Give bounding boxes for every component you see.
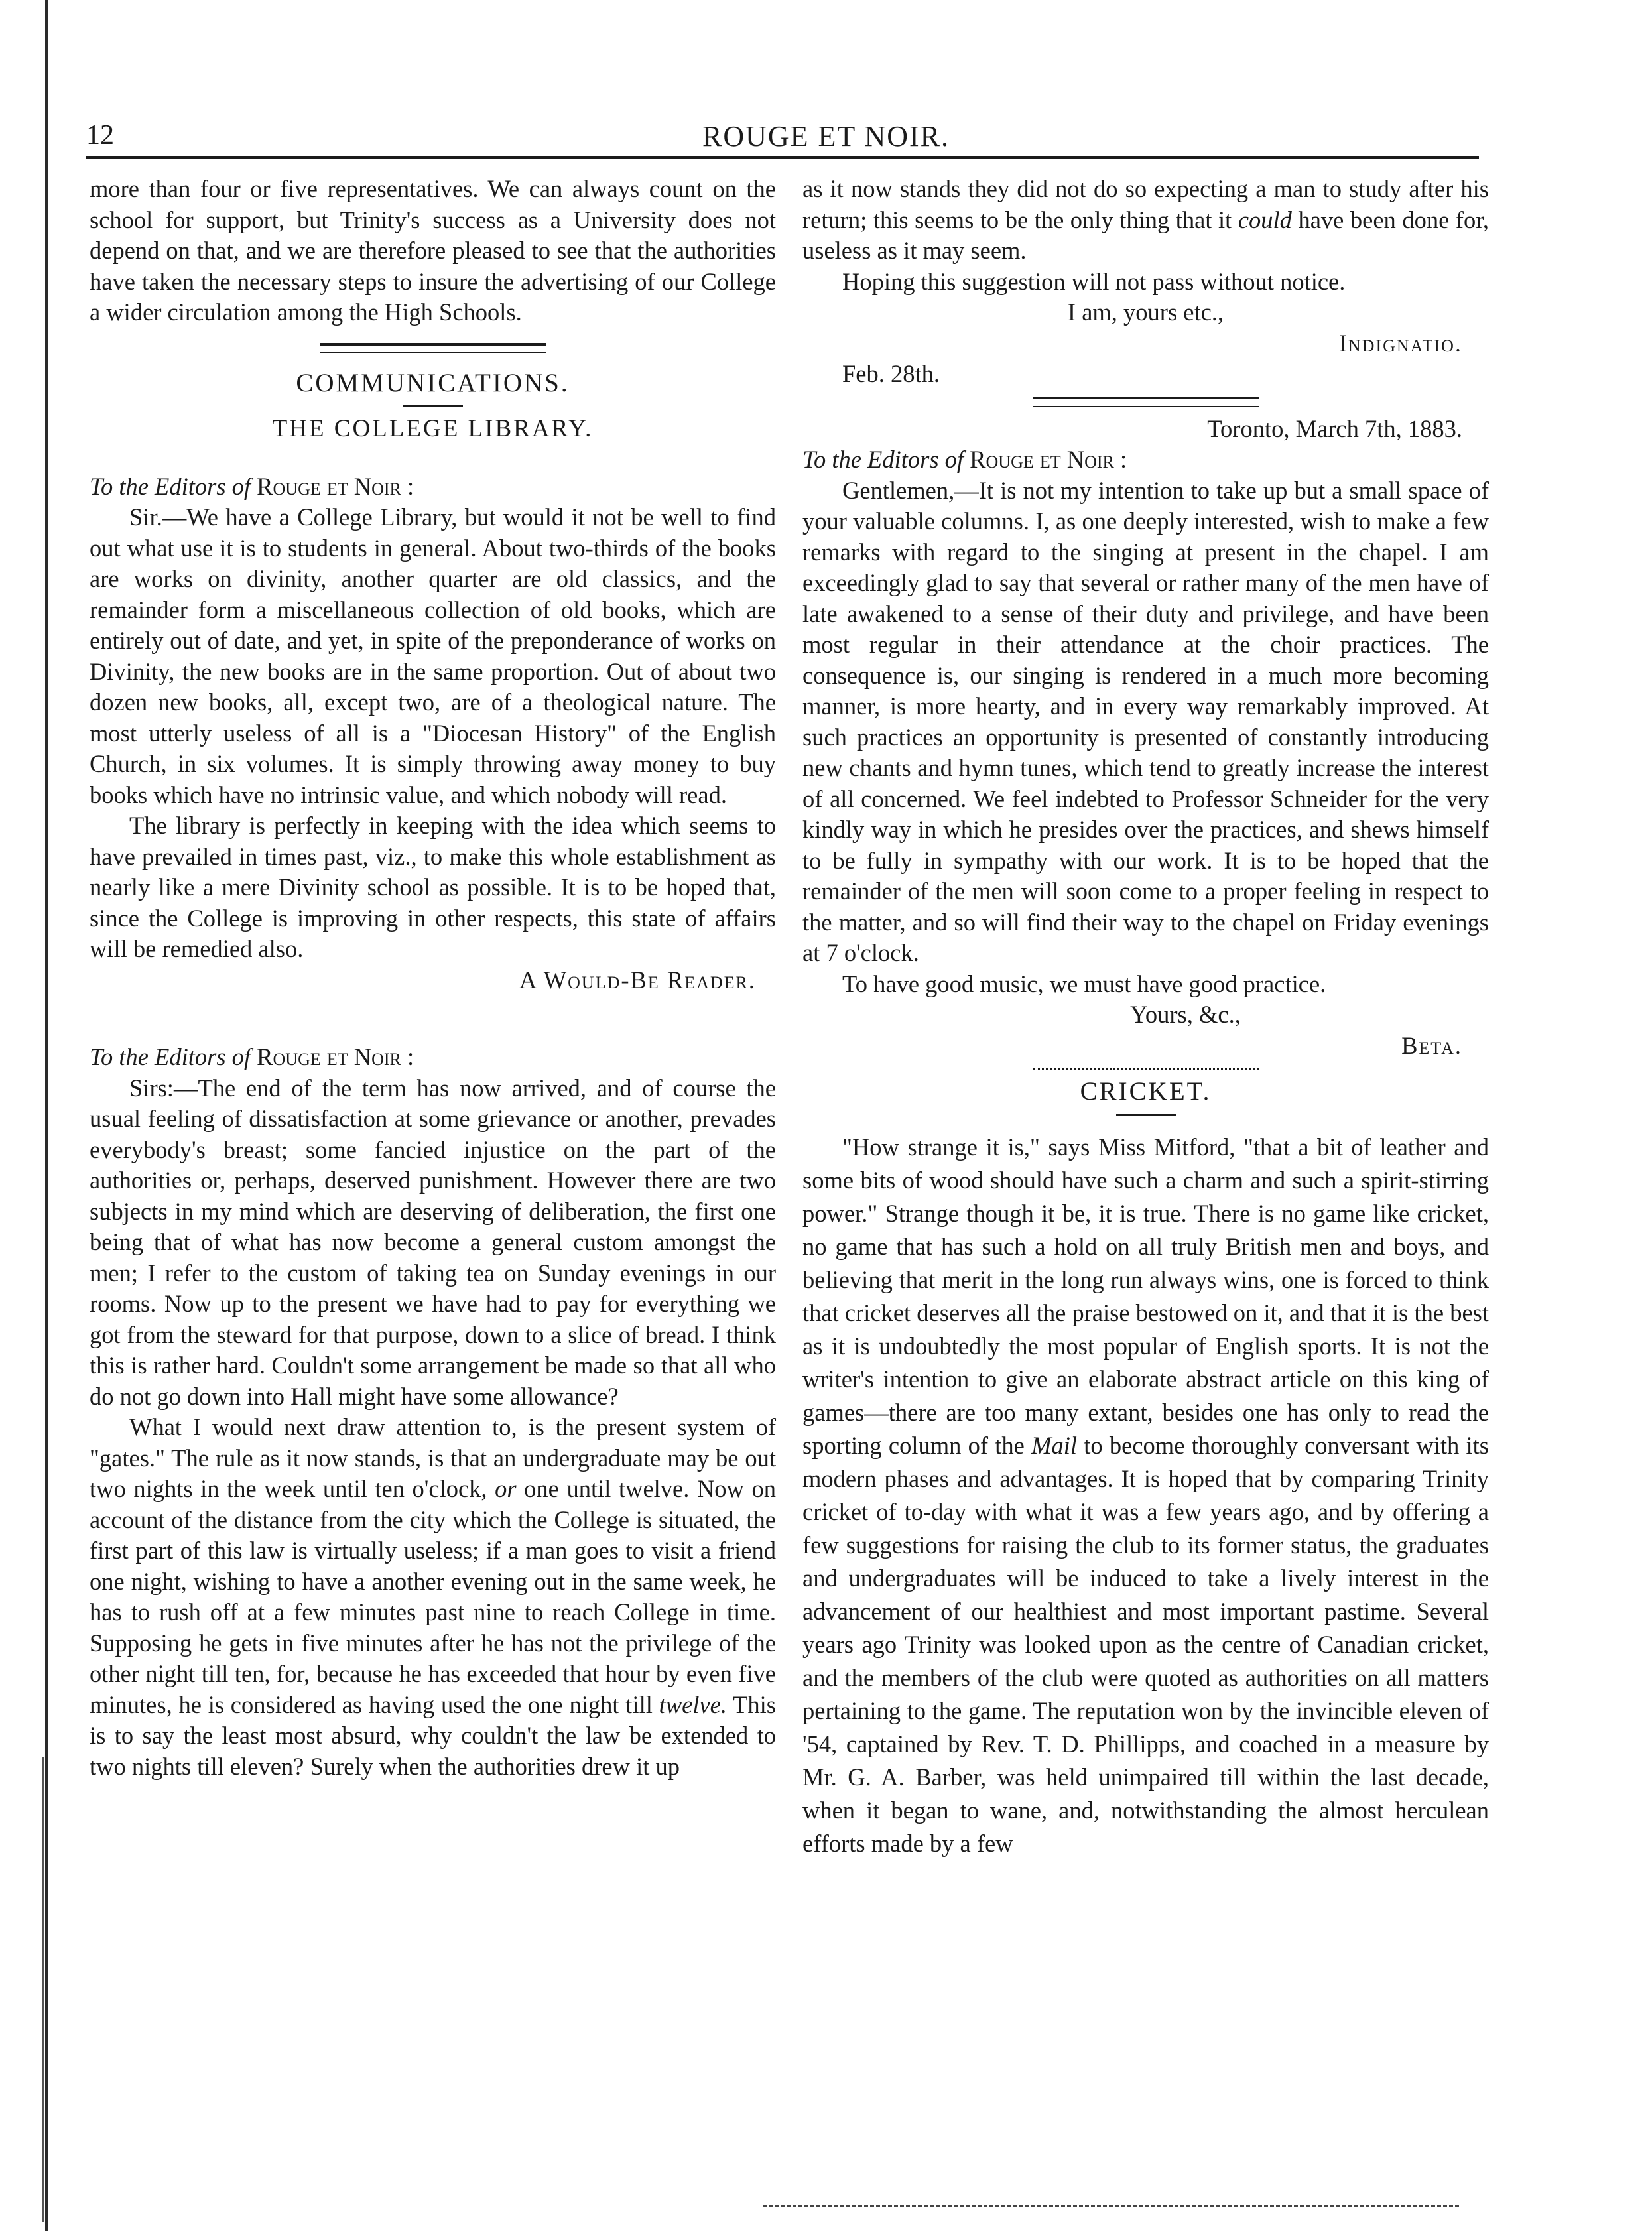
salutation-prefix: To the Editors of (90, 472, 251, 500)
letter1-paragraph: Sir.—We have a College Library, but would it not be well to find out what use it is to students in general. About two-thirds of the books are works on divinity, another quarter are old classics, and the remainder form a miscellaneous collection of old books, which are entirely out of date, and yet, in spite of the preponderance of works on Divinity, the new books are in the same proportion. Out of about two dozen new books, all, except two, are of a theological nature. The most utterly useless of all is a "Diocesan History" of the English Church, in six volumes. It is simply throwing away money to buy books which have no intrinsic value, and which nobody will read. (90, 503, 776, 808)
left-column (90, 174, 776, 1782)
letter1-signature: A Would-Be Reader. (519, 966, 756, 993)
italic-word: twelve. (659, 1690, 727, 1718)
salutation-paper: Rouge et Noir : (970, 446, 1127, 473)
footer-print-marks (763, 2205, 1459, 2207)
letter2-continued (802, 174, 1489, 267)
salutation-paper: Rouge et Noir : (257, 1043, 414, 1070)
letter2-closing: I am, yours etc., (1067, 298, 1224, 326)
page-edge-shadow (42, 1757, 44, 2222)
opening-paragraph: more than four or five representatives. We can always count on the school for support, but Trinity's success as a University does not depend on that, and we are therefore pleased to see that the authorities have taken the necessary steps to insure the advertising of our College a wider circulation among the High Schools. (90, 175, 776, 326)
text-span: "How strange it is," says Miss Mitford, "that a bit of leather and some bits of wood should have such a charm and such a spirit-stirring power." Strange though it be, it is true. There is no game like cricket, no game that has such a hold on all truly British men and boys, and believing that merit in the long run always wins, one is forced to think that cricket deserves all the praise bestowed on it, and that it is the best as it is undoubtedly the most popular of English sports. It is not the writer's intention to give an elaborate abstract article on this king of games—there are too many extant, besides one has only to read the sporting column of the (802, 1133, 1489, 1459)
cricket-paragraph (802, 1131, 1489, 1860)
letter1-paragraph: The library is perfectly in keeping with the idea which seems to have prevailed in times past, viz., to make this whole establishment as nearly like a mere Divinity school as possible. It is to be hoped that, since the College is improving in other respects, this state of affairs will be remedied also. (90, 812, 776, 962)
salutation-paper: Rouge et Noir : (257, 472, 414, 500)
letter2-date: Feb. 28th. (842, 360, 940, 387)
text-span: This is to say the least most absurd, why couldn't the law be extended to two nights till eleven? Surely when the authorities drew it up (90, 1690, 777, 1780)
text-span: to become thoroughly conversant with its modern phases and advantages. It is hoped that by comparing Trinity cricket of to-day with what it was a few years ago, and by offering a few suggestions for raising the club to its former status, the graduates and undergraduates will be induced to take a lively interest in the advancement of our healthiest and most important pastime. Several years ago Trinity was looked upon as the centre of Canadian cricket, and the members of the club were quoted as authorities on all matters pertaining to the game. The reputation won by the invincible eleven of '54, captained by Rev. T. D. Phillipps, and coached in a measure by Mr. G. A. Barber, was held unimpaired till within the last decade, when it began to wane, and, notwithstanding the almost herculean efforts made by a few (802, 1431, 1490, 1857)
letter2-salutation (90, 1042, 776, 1073)
text-span: as it now stands they did not do so expecting a man to study after his return; this seems to be the only thing that it (802, 175, 1489, 233)
italic-word: or (495, 1475, 517, 1502)
page-edge (45, 0, 48, 2231)
text-span: What I would next draw attention to, is the present system of "gates." The rule as it now stands, is that an undergraduate may be out two nights in the week until ten o'clock, (90, 1413, 776, 1502)
salutation-prefix: To the Editors of (802, 446, 964, 473)
letter1-salutation (90, 472, 776, 503)
italic-word: could (1238, 206, 1292, 233)
letter3-closing: Yours, &c., (1130, 1001, 1241, 1028)
communications-heading: COMMUNICATIONS. (296, 368, 570, 397)
section-divider (1033, 397, 1259, 407)
letter2-paragraph: Sirs:—The end of the term has now arrived, and of course the usual feeling of dissatisfaction at some grievance or another, prevades everybody's breast; some fancied injustice on the part of the authorities or, perhaps, deserved punishment. However there are two subjects in my mind which are deserving of deliberation, the first one being that of what has now become a general custom amongst the men; I refer to the custom of taking tea on Sunday evenings in our rooms. Now up to the present we have had to pay for everything we got from the steward for that purpose, down to a slice of bread. I think this is rather hard. Couldn't some arrangement be made so that all who do not go down into Hall might have some allowance? (90, 1074, 776, 1410)
right-column (802, 174, 1489, 1860)
header-rule (86, 156, 1479, 159)
letter3-dateline: Toronto, March 7th, 1883. (1207, 414, 1462, 442)
letter3-paragraph: To have good music, we must have good practice. (842, 970, 1326, 997)
cricket-heading: CRICKET. (1080, 1077, 1212, 1106)
running-title: ROUGE ET NOIR. (702, 120, 950, 153)
salutation-prefix: To the Editors of (90, 1043, 251, 1070)
text-span: one until twelve. Now on account of the distance from the city which the College is situated, the first part of this law is virtually useless; if a man goes to visit a friend one night, wishing to have a another evening out in the same week, he has to rush off at a few minutes past nine to reach College in time. Supposing he gets in five minutes after he has not the privilege of the other night till ten, for, because he has exceeded that hour by even five minutes, he is considered as having used the one night till (90, 1475, 776, 1718)
italic-word: Mail (1031, 1431, 1078, 1459)
letter2-closing-paragraph: Hoping this suggestion will not pass without notice. (842, 267, 1346, 295)
letter3-paragraph: Gentlemen,—It is not my intention to take up but a small space of your valuable columns. I, as one deeply interested, wish to make a few remarks with regard to the singing at present in the chapel. I am exceedingly glad to say that several or rather many of the men have of late awakened to a sense of their duty and privilege, and have been most regular in their attendance at the choir practices. The consequence is, our singing is rendered in a much more becoming manner, is more hearty, and in every way remarkably improved. At such practices an opportunity is presented of constantly introducing new chants and hymn tunes, which tend to greatly increase the interest of all concerned. We feel indebted to Professor Schneider for the very kindly way in which he presides over the practices, and shews himself to be fully in sympathy with our work. It is to be hoped that the remainder of the men will soon come to a proper feeling in respect to the matter, and so will find their way to the chapel on Friday evenings at 7 o'clock. (802, 476, 1489, 966)
letter3-signature: Beta. (1401, 1031, 1462, 1059)
library-heading: THE COLLEGE LIBRARY. (272, 415, 594, 442)
page-number: 12 (86, 120, 114, 151)
text-span: have been done for, useless as it may seem. (802, 206, 1490, 264)
letter2-paragraph (90, 1412, 776, 1782)
letter2-signature: Indignatio. (1338, 329, 1462, 357)
section-divider (320, 343, 546, 353)
letter3-salutation (802, 444, 1489, 476)
